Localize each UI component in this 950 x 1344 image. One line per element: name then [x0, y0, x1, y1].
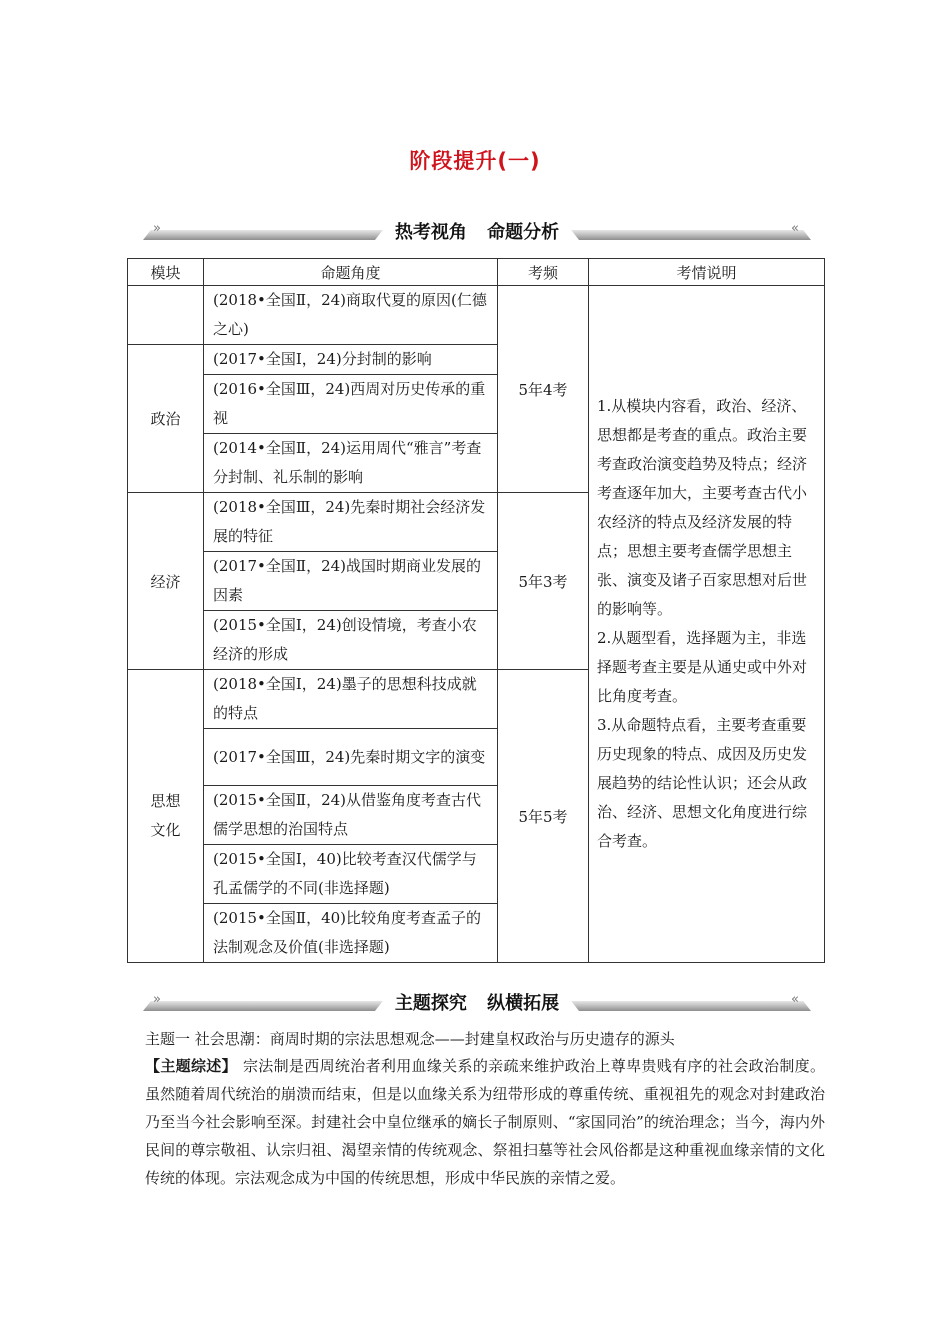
topic-cell: (2017•全国Ⅱ，24)战国时期商业发展的因素 [204, 552, 498, 611]
double-chevron-right-icon: » [153, 221, 161, 236]
frequency-cell: 5年5考 [498, 670, 589, 963]
double-chevron-left-icon: « [791, 992, 799, 1007]
summary-label: 【主题综述】 [145, 1057, 237, 1075]
page-title: 阶段提升(一) [409, 149, 541, 173]
topic-cell: (2015•全国Ⅰ，40)比较考查汉代儒学与孔孟儒学的不同(非选择题) [204, 845, 498, 904]
double-chevron-right-icon: » [153, 992, 161, 1007]
exam-analysis-table [127, 258, 825, 963]
header-angle: 命题角度 [204, 259, 498, 286]
topic-cell: (2016•全国Ⅲ，24)西周对历史传承的重视 [204, 375, 498, 434]
table-row [128, 286, 825, 345]
topic-cell: (2014•全国Ⅱ，24)运用周代“雅言”考查分封制、礼乐制的影响 [204, 434, 498, 493]
header-description: 考情说明 [589, 259, 825, 286]
theme-summary [145, 1052, 825, 1192]
module-cell [128, 670, 204, 963]
double-chevron-left-icon: « [791, 221, 799, 236]
topic-cell: (2017•全国Ⅲ，24)先秦时期文字的演变 [204, 729, 498, 786]
description-cell [589, 286, 825, 963]
topic-cell: (2015•全国Ⅱ，24)从借鉴角度考查古代儒学思想的治国特点 [204, 786, 498, 845]
topic-cell: (2018•全国Ⅱ，24)商取代夏的原因(仁德之心) [204, 286, 498, 345]
header-frequency: 考频 [498, 259, 589, 286]
topic-cell: (2018•全国Ⅰ，24)墨子的思想科技成就的特点 [204, 670, 498, 729]
section-banner-analysis [143, 218, 811, 246]
topic-cell: (2018•全国Ⅲ，24)先秦时期社会经济发展的特征 [204, 493, 498, 552]
banner-title: 主题探究 纵横拓展 [394, 993, 560, 1014]
header-module: 模块 [128, 259, 204, 286]
section-banner-theme [143, 989, 811, 1017]
table-header-row [128, 259, 825, 286]
module-label-culture: 思想文化 [150, 792, 181, 839]
frequency-cell: 5年4考 [498, 286, 589, 493]
module-cell-blank [128, 286, 204, 345]
description-paragraph: 2.从题型看，选择题为主，非选择题考查主要是从通史或中外对比角度考查。 [597, 629, 808, 705]
module-cell: 政治 [128, 345, 204, 493]
topic-cell: (2015•全国Ⅱ，40)比较角度考查孟子的法制观念及价值(非选择题) [204, 904, 498, 963]
summary-text: 宗法制是西周统治者利用血缘关系的亲疏来维护政治上尊卑贵贱有序的社会政治制度。虽然随着周代统治的崩溃而结束，但是以血缘关系为纽带形成的尊重传统、重视祖先的观念对封建政治乃至当今社会影响至深。封建社会中皇位继承的嫡长子制原则、“家国同治”的统治理念；当今，海内外民间的尊宗敬祖、认宗归祖、渴望亲情的传统观念、祭祖扫墓等社会风俗都是这种重视血缘亲情的文化传统的体现。宗法观念成为中国的传统思想，形成中华民族的亲情之爱。 [145, 1057, 825, 1187]
theme-heading: 主题一 社会思潮：商周时期的宗法思想观念——封建皇权政治与历史遗存的源头 [145, 1030, 675, 1048]
description-paragraph: 3.从命题特点看，主要考查重要历史现象的特点、成因及历史发展趋势的结论性认识；还会从政治、经济、思想文化角度进行综合考查。 [597, 716, 808, 850]
module-cell: 经济 [128, 493, 204, 670]
topic-cell: (2017•全国Ⅰ，24)分封制的影响 [204, 345, 498, 375]
banner-title: 热考视角 命题分析 [394, 222, 560, 243]
description-paragraph: 1.从模块内容看，政治、经济、思想都是考查的重点。政治主要考查政治演变趋势及特点；经济考查逐年加大，主要考查古代小农经济的特点及经济发展的特点；思想主要考查儒学思想主张、演变及诸子百家思想对后世的影响等。 [597, 397, 808, 618]
frequency-cell: 5年3考 [498, 493, 589, 670]
topic-cell: (2015•全国Ⅰ，24)创设情境，考查小农经济的形成 [204, 611, 498, 670]
